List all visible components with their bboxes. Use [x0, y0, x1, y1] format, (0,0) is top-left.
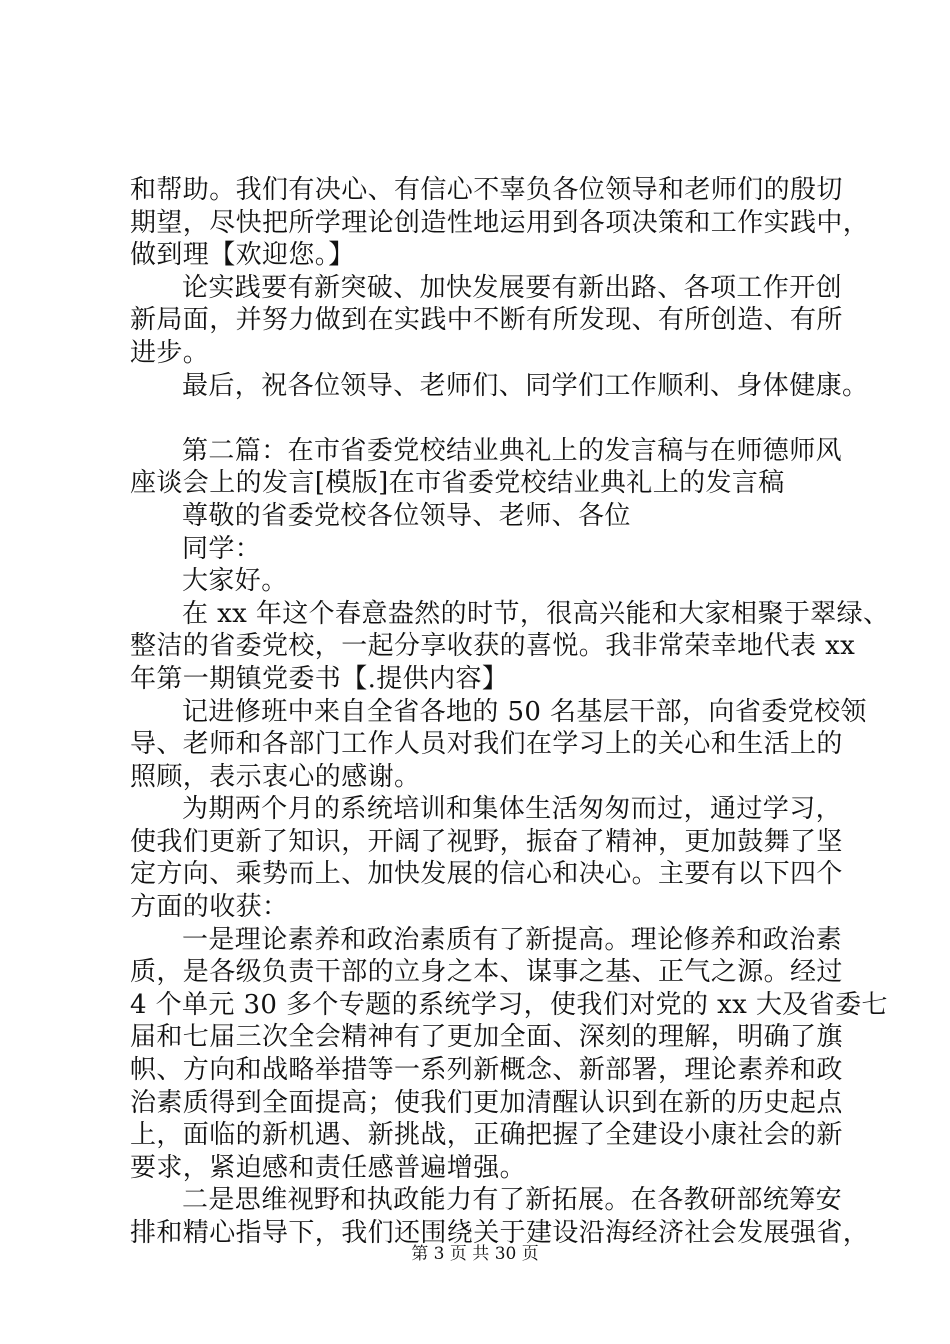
text-line: 第二篇：在市省委党校结业典礼上的发言稿与在师德师风: [182, 435, 843, 466]
text-line: 使我们更新了知识，开阔了视野，振奋了精神，更加鼓舞了坚: [130, 826, 843, 857]
text-line: 在 xx 年这个春意盎然的时节，很高兴能和大家相聚于翠绿、: [182, 598, 890, 629]
text-line: 方面的收获：: [130, 892, 289, 923]
text-line: 大家好。: [182, 566, 288, 597]
text-line: 定方向、乘势而上、加快发展的信心和决心。主要有以下四个: [130, 859, 843, 890]
page-footer: 第 3 页 共 30 页: [411, 1244, 539, 1264]
text-line: 整洁的省委党校，一起分享收获的喜悦。我非常荣幸地代表 xx: [130, 631, 856, 662]
text-line: 一是理论素养和政治素质有了新提高。理论修养和政治素: [182, 924, 843, 955]
text-line: 为期两个月的系统培训和集体生活匆匆而过，通过学习，: [182, 794, 843, 825]
text-line: 二是思维视野和执政能力有了新拓展。在各教研部统筹安: [182, 1185, 843, 1216]
text-line: 新局面，并努力做到在实践中不断有所发现、有所创造、有所: [130, 305, 843, 336]
text-line: 记进修班中来自全省各地的 50 名基层干部，向省委党校领: [182, 696, 867, 727]
text-line: 质，是各级负责干部的立身之本、谋事之基、正气之源。经过: [130, 957, 843, 988]
text-line: 治素质得到全面提高；使我们更加清醒认识到在新的历史起点: [130, 1087, 843, 1118]
blank-line: [130, 402, 830, 435]
text-line: 4 个单元 30 多个专题的系统学习，使我们对党的 xx 大及省委七: [130, 989, 888, 1020]
text-line: 期望，尽快把所学理论创造性地运用到各项决策和工作实践中，: [130, 207, 870, 238]
text-line: 照顾，表示衷心的感谢。: [130, 761, 421, 792]
text-line: 进步。: [130, 337, 210, 368]
text-line: 届和七届三次全会精神有了更加全面、深刻的理解，明确了旗: [130, 1022, 843, 1053]
text-line: 同学：: [182, 533, 262, 564]
text-line: 排和精心指导下，我们还围绕关于建设沿海经济社会发展强省，: [130, 1218, 870, 1248]
text-line: 年第一期镇党委书【.提供内容】: [130, 663, 509, 694]
text-line: 尊敬的省委党校各位领导、老师、各位: [182, 500, 631, 531]
text-line: 论实践要有新突破、加快发展要有新出路、各项工作开创: [182, 272, 843, 303]
text-line: 导、老师和各部门工作人员对我们在学习上的关心和生活上的: [130, 729, 843, 760]
text-line: 最后，祝各位领导、老师们、同学们工作顺利、身体健康。: [182, 370, 869, 401]
text-line: 和帮助。我们有决心、有信心不辜负各位领导和老师们的殷切: [130, 175, 843, 205]
text-line: 做到理【欢迎您。】: [130, 240, 355, 271]
document-body: [130, 174, 890, 1250]
text-line: 帜、方向和战略举措等一系列新概念、新部署，理论素养和政: [130, 1055, 843, 1086]
text-line: 座谈会上的发言[模版]在市省委党校结业典礼上的发言稿: [130, 468, 785, 499]
text-line: 要求，紧迫感和责任感普遍增强。: [130, 1152, 527, 1183]
text-line: 上，面临的新机遇、新挑战，正确把握了全建设小康社会的新: [130, 1120, 843, 1151]
